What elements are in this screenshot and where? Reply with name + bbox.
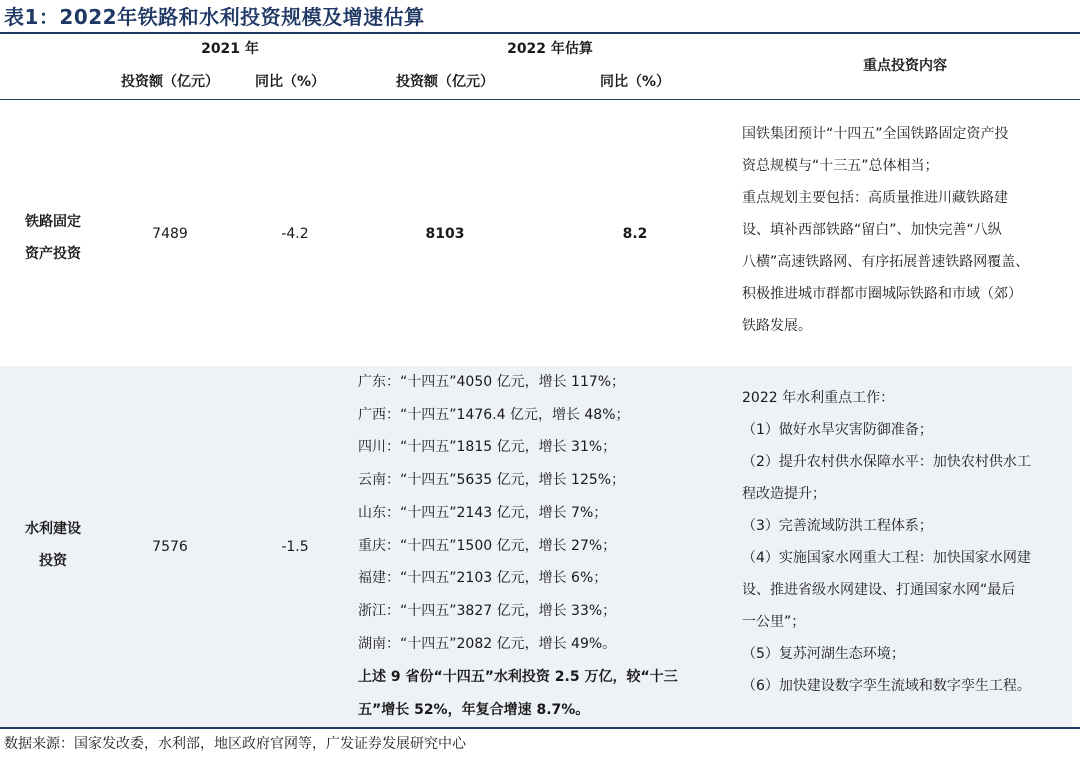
header-rule	[0, 99, 1080, 100]
content-line: 重点规划主要包括：高质量推进川藏铁路建	[742, 190, 1008, 206]
row-label-line: 铁路固定	[25, 214, 81, 230]
header-year-2022: 2022 年估算	[507, 41, 593, 57]
content-line: 国铁集团预计“十四五”全国铁路固定资产投	[742, 126, 1009, 142]
railway-yoy-2022: 8.2	[622, 226, 648, 242]
content-line: （3）完善流域防洪工程体系；	[742, 518, 933, 534]
header-key-content: 重点投资内容	[863, 58, 947, 74]
content-line: （6）加快建设数字孪生流域和数字孪生工程。	[742, 678, 1031, 694]
content-line: （5）复苏河湖生态环境；	[742, 646, 905, 662]
railway-invest-2022: 8103	[425, 226, 465, 242]
row-label-railway	[8, 206, 98, 270]
province-line: 湖南：“十四五”2082 亿元，增长 49%。	[358, 636, 617, 652]
content-line: （1）做好水旱灾害防御准备；	[742, 422, 933, 438]
content-line: （2）提升农村供水保障水平：加快农村供水工	[742, 454, 1031, 470]
province-line: 山东：“十四五”2143 亿元，增长 7%；	[358, 505, 608, 521]
row-label-line: 水利建设	[25, 521, 81, 537]
summary-line: 上述 9 省份“十四五”水利投资 2.5 万亿，较“十三	[358, 669, 678, 685]
top-rule	[0, 32, 1080, 34]
content-line: 程改造提升；	[742, 486, 826, 502]
railway-key-content	[742, 118, 1068, 342]
railway-invest-2021: 7489	[152, 226, 188, 242]
header-year-2021: 2021 年	[201, 41, 259, 57]
railway-yoy-2021: -4.2	[281, 226, 309, 242]
province-line: 广西：“十四五”1476.4 亿元，增长 48%；	[358, 407, 630, 423]
province-line: 云南：“十四五”5635 亿元，增长 125%；	[358, 472, 626, 488]
province-line: 重庆：“十四五”1500 亿元，增长 27%；	[358, 538, 617, 554]
water-key-content	[742, 382, 1068, 702]
content-line: 设、填补西部铁路“留白”、加快完善“八纵	[742, 222, 1002, 238]
content-line: 铁路发展。	[742, 318, 812, 334]
data-source-note: 数据来源：国家发改委，水利部，地区政府官网等，广发证券发展研究中心	[4, 736, 466, 752]
province-line: 浙江：“十四五”3827 亿元，增长 33%；	[358, 603, 617, 619]
content-line: （4）实施国家水网重大工程：加快国家水网建	[742, 550, 1031, 566]
water-invest-2021: 7576	[152, 539, 188, 555]
province-line: 四川：“十四五”1815 亿元，增长 31%；	[358, 439, 617, 455]
row-label-line: 资产投资	[25, 246, 81, 262]
header-yoy-2022: 同比（%）	[599, 74, 671, 90]
summary-line: 五”增长 52%，年复合增速 8.7%。	[358, 702, 590, 718]
content-line: 2022 年水利重点工作：	[742, 390, 895, 406]
province-line: 广东：“十四五”4050 亿元，增长 117%；	[358, 374, 626, 390]
content-line: 一公里”；	[742, 614, 806, 630]
content-line: 资总规模与“十三五”总体相当；	[742, 158, 939, 174]
province-line: 福建：“十四五”2103 亿元，增长 6%；	[358, 570, 608, 586]
header-invest-2021: 投资额（亿元）	[121, 74, 219, 90]
header-yoy-2021: 同比（%）	[254, 74, 326, 90]
header-invest-2022: 投资额（亿元）	[396, 74, 494, 90]
content-line: 八横”高速铁路网、有序拓展普速铁路网覆盖、	[742, 254, 1030, 270]
content-line: 积极推进城市群都市圈城际铁路和市域（郊）	[742, 286, 1022, 302]
table-title: 表1：2022年铁路和水利投资规模及增速估算	[4, 5, 425, 29]
bottom-rule	[0, 727, 1080, 729]
water-yoy-2021: -1.5	[281, 539, 309, 555]
row-label-water	[8, 513, 98, 577]
row-label-line: 投资	[39, 553, 67, 569]
content-line: 设、推进省级水网建设、打通国家水网“最后	[742, 582, 1016, 598]
